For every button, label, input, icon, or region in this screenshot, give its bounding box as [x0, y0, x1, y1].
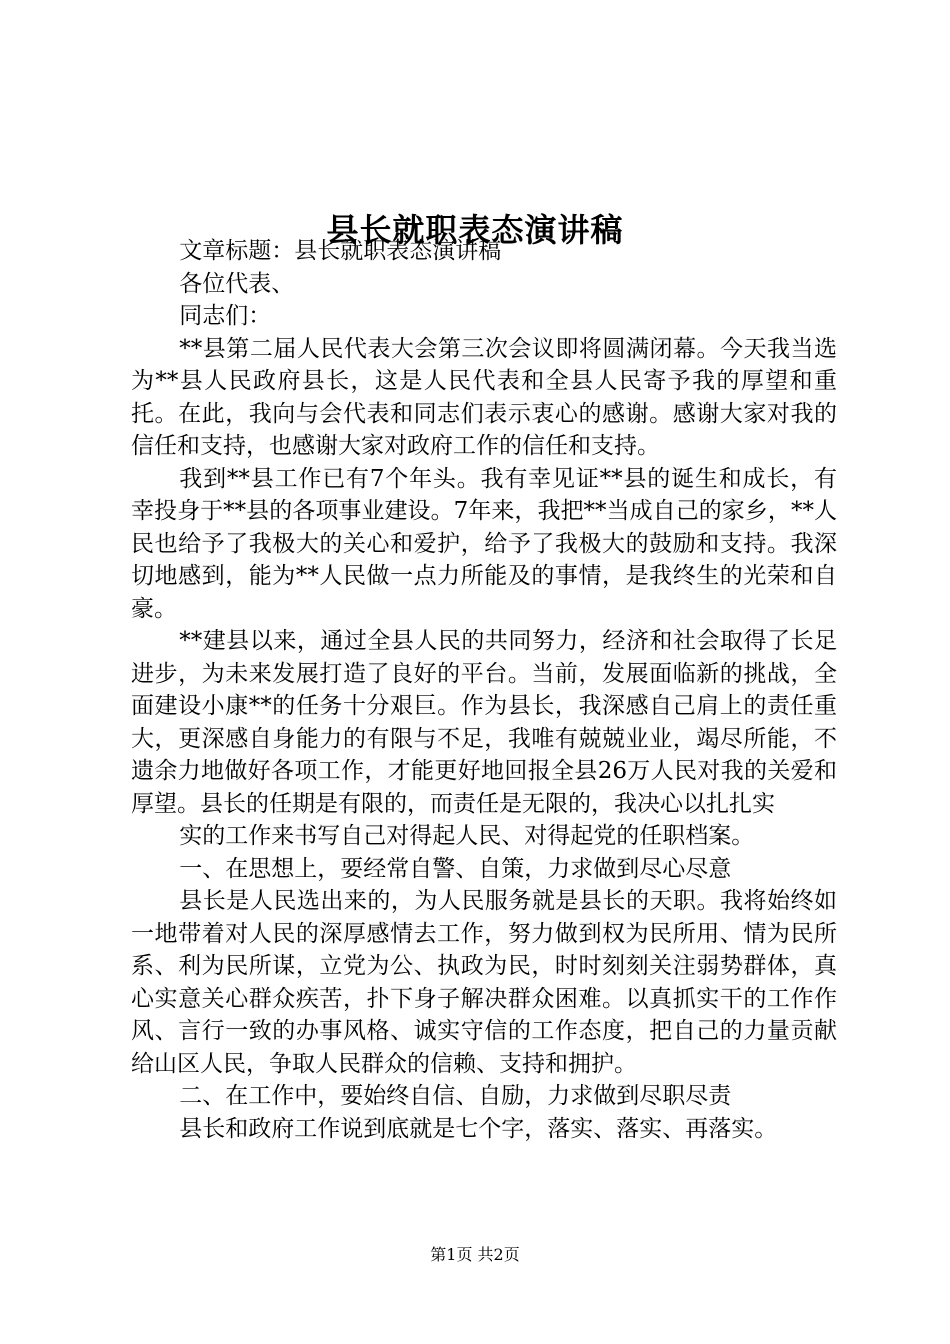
paragraph: **建县以来，通过全县人民的共同努力，经济和社会取得了长足进步，为未来发展打造了良好的平台。当前，发展面临新的挑战，全面建设小康**的任务十分艰巨。作为县长，我深感自己肩上的责任重大，更深感自身能力的有限与不足，我唯有兢兢业业，竭尽所能，不遗余力地做好各项工作，才能更好地回报全县26万人民对我的关爱和厚望。县长的任期是有限的，而责任是无限的，我决心以扎扎实 [131, 628, 837, 817]
section-heading: 一、在思想上，要经常自警、自策，力求做到尽心尽意 [179, 855, 732, 882]
section-heading: 二、在工作中，要始终自信、自励，力求做到尽职尽责 [179, 1083, 732, 1109]
paragraph: 各位代表、 [179, 270, 295, 297]
paragraph: **县第二届人民代表大会第三次会议即将圆满闭幕。今天我当选为**县人民政府县长，这是人民代表和全县人民寄予我的厚望和重托。在此，我向与会代表和同志们表示衷心的感谢。感谢大家对我的信任和支持，也感谢大家对政府工作的信任和支持。 [131, 335, 837, 459]
paragraph: 文章标题：县长就职表态演讲稿 [179, 238, 502, 264]
paragraph: 县长和政府工作说到底就是七个字，落实、落实、再落实。 [179, 1115, 778, 1142]
paragraph: 实的工作来书写自己对得起人民、对得起党的任职档案。 [179, 823, 755, 849]
paragraph: 县长是人民选出来的，为人民服务就是县长的天职。我将始终如一地带着对人民的深厚感情去工作，努力做到权为民所用、情为民所系、利为民所谋，立党为公、执政为民，时时刻刻关注弱势群体，真心实意关心群众疾苦，扑下身子解决群众困难。以真抓实干的工作作风、言行一致的办事风格、诚实守信的工作态度，把自己的力量贡献给山区人民，争取人民群众的信赖、支持和拥护。 [131, 888, 837, 1077]
paragraph: 同志们： [179, 303, 272, 329]
document-title: 县长就职表态演讲稿 [326, 211, 624, 250]
page-number-footer: 第1页 共2页 [430, 1245, 520, 1264]
paragraph: 我到**县工作已有7个年头。我有幸见证**县的诞生和成长，有幸投身于**县的各项事业建设。7年来，我把**当成自己的家乡，**人民也给予了我极大的关心和爱护，给予了我极大的鼓励和支持。我深切地感到，能为**人民做一点力所能及的事情，是我终生的光荣和自豪。 [131, 465, 837, 622]
document-body [131, 235, 837, 1145]
